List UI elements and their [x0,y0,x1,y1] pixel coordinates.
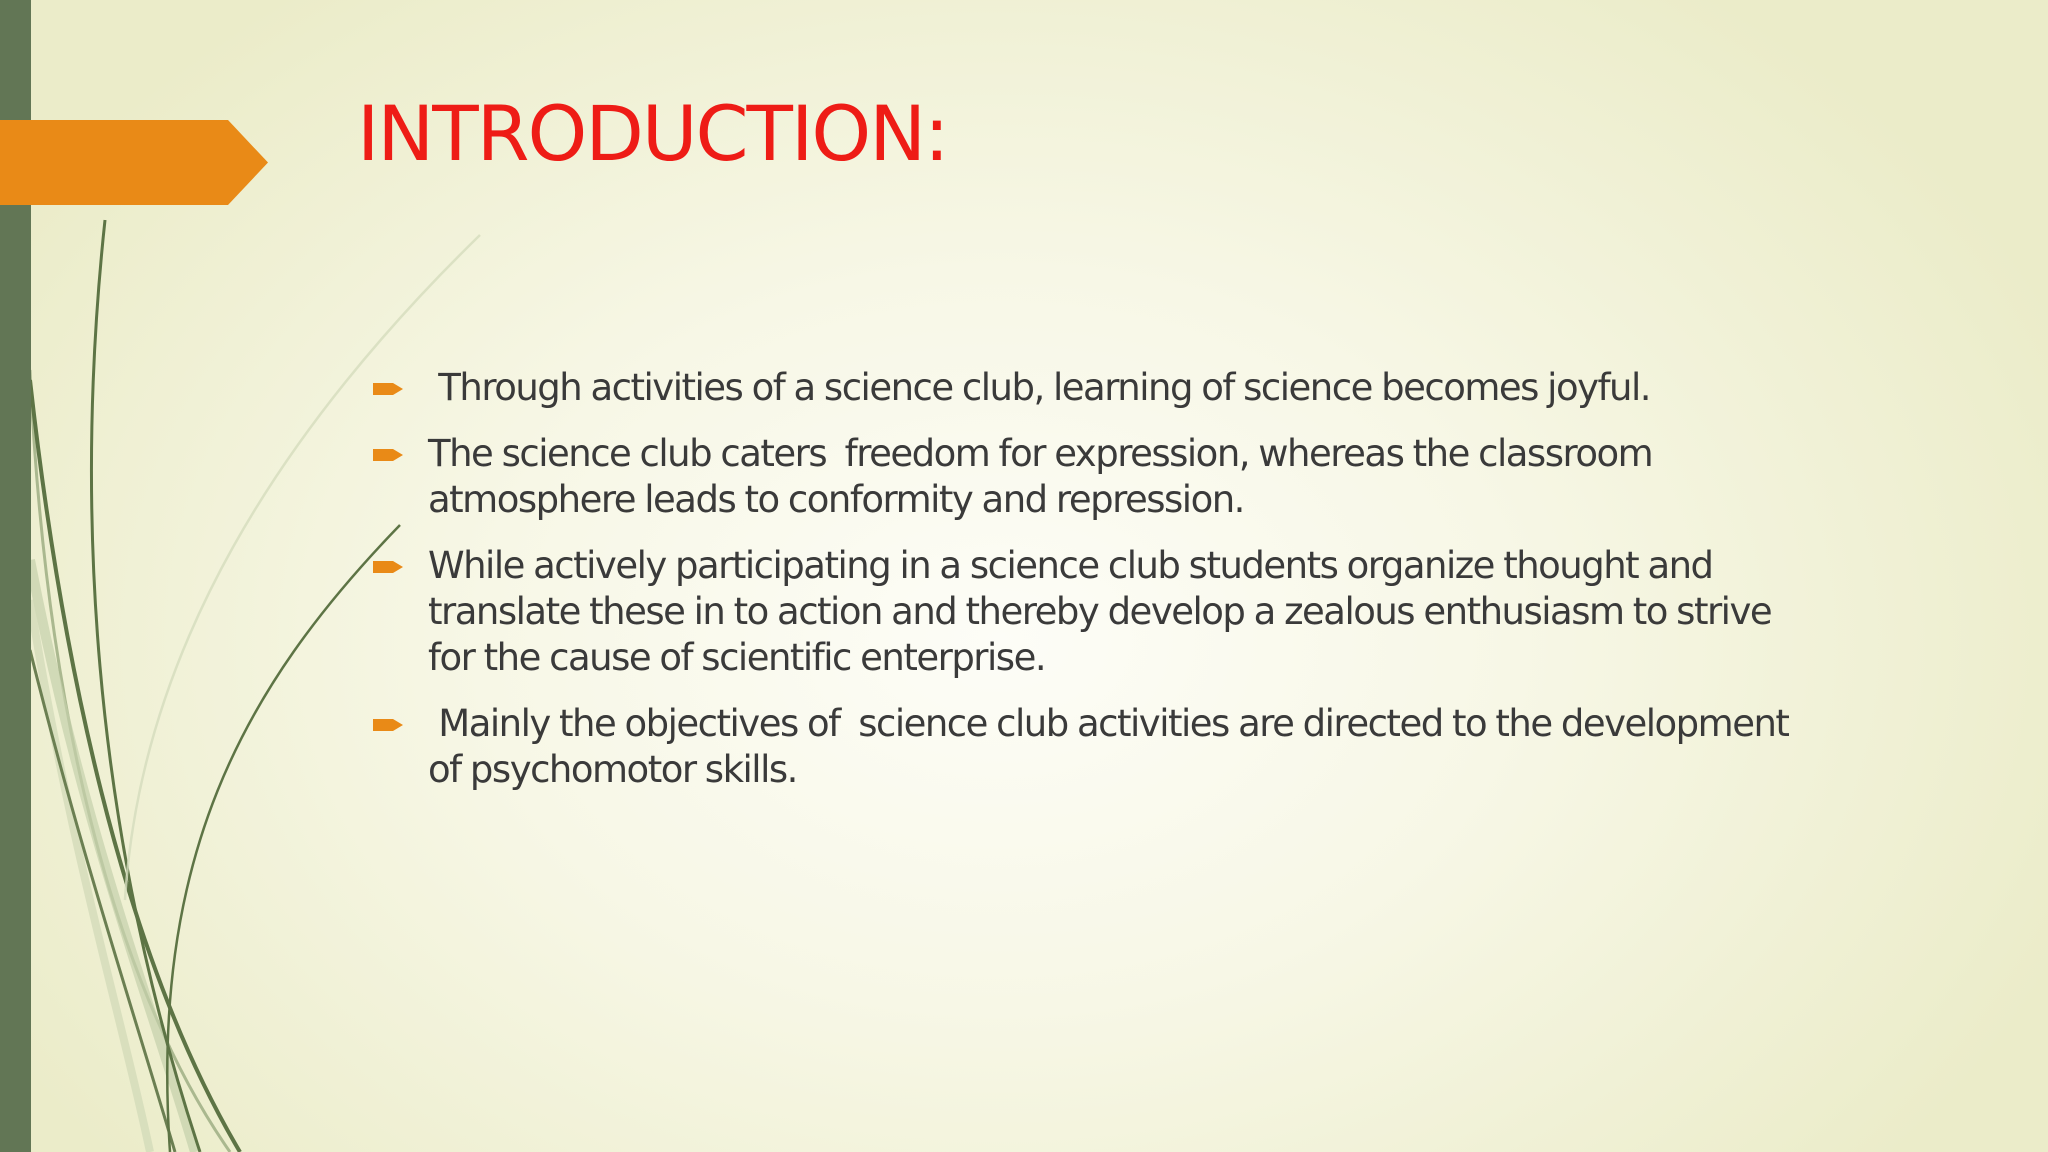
title-arrow-tab [0,120,268,205]
slide-title: INTRODUCTION: [357,89,948,178]
bullet-list [370,365,1820,813]
bullet-text: Mainly the objectives of science club activities are directed to the development of psychomotor skills. [428,702,1798,791]
bullet-item [370,365,1820,411]
bullet-item [370,543,1820,681]
bullet-item [370,701,1820,793]
arrow-bullet-icon [373,717,403,733]
bullet-text: While actively participating in a science club students organize thought and translate these in to action and thereby develop a zealous enthusiasm to strive for the cause of scientific enterprise. [428,544,1781,679]
arrow-bullet-icon [373,381,403,397]
arrow-bullet-icon [373,559,403,575]
bullet-text: Through activities of a science club, learning of science becomes joyful. [428,366,1651,409]
bullet-text: The science club caters freedom for expression, whereas the classroom atmosphere leads to conformity and repression. [428,432,1662,521]
arrow-bullet-icon [373,447,403,463]
bullet-item [370,431,1820,523]
